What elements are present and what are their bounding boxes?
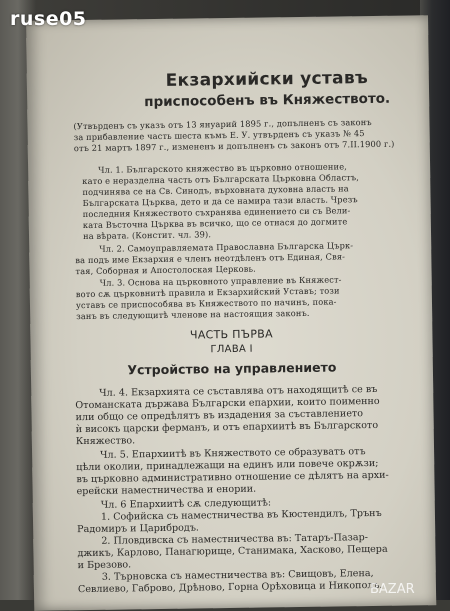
article-line: последния Княжеството съхранява единението си съ Вели- xyxy=(82,205,351,220)
article-line: Чл. 2. Самоуправляемата Православна Българска Църк- xyxy=(99,240,354,254)
article-line: ва подъ име Екзархия е членъ неотдѣленъ отъ Единая, Свя- xyxy=(75,251,346,266)
article-line: ѝ високъ царски ферманъ, и отъ епархиитѣ въ Българското xyxy=(75,419,379,436)
article-line: Чл. 1. Българското княжество въ църковно отношение, xyxy=(98,161,347,175)
article-line: Чл. 5. Епархиитѣ въ Княжеството се образуватъ отъ xyxy=(100,446,366,461)
article-line: на вѣрата. (Констит. чл. 39). xyxy=(82,229,212,242)
book-page xyxy=(26,15,436,611)
article-line: 3. Търновска съ наместничества въ: Свищовъ, Елена, xyxy=(101,568,374,583)
chapter-heading: ГЛАВА I xyxy=(210,343,253,356)
article-line: вото сѫ църковнитѣ правила и Екзархийский Уставъ; този xyxy=(75,285,340,300)
article-line: 2. Пловдивска съ наместничества въ: Татаръ-Пазар- xyxy=(101,532,369,547)
article-line: Радомиръ и Царибродъ. xyxy=(77,522,200,536)
article-line: занъ въ следующитѣ членове на настоящия законъ. xyxy=(76,307,310,322)
watermark-label: ruse05 xyxy=(10,8,87,30)
article-line: или общо се опредѣлятъ въ издадения за съставлението xyxy=(75,408,364,424)
article-line: Чл. 4. Екзархията се съставлява отъ находящитѣ се въ xyxy=(99,383,378,399)
document-title: Екзархийски уставъ xyxy=(165,68,369,91)
article-line: ерейски наместничества и енории. xyxy=(76,483,257,498)
article-line: цѣли околии, принадлежащи на единъ или повече окрѫзи; xyxy=(76,457,379,474)
article-line: тая, Соборная и Апостолоская Церковь. xyxy=(75,263,256,277)
article-line: Княжество. xyxy=(75,435,136,448)
article-line: подчинява се на Св. Синодъ, върховната духовна власть на xyxy=(82,183,349,198)
article-line: като е неразделна часть отъ Българската Църковна Областъ, xyxy=(82,172,360,187)
bazar-logo: BAZAR xyxy=(370,582,415,597)
article-line: Българската Църква, дето и да се намира тази власть. Чрезъ xyxy=(82,194,358,209)
article-line: Севлиево, Габрово, Дрѣново, Горна Орѣховица и Никополъ. xyxy=(77,579,383,596)
document-subtitle: приспособенъ въ Княжеството. xyxy=(144,90,391,111)
article-line: уставъ се приспособява въ Княжеството по начинъ, пока- xyxy=(75,296,337,311)
preamble-line: (Утвърденъ съ указъ отъ 13 януарий 1895 г., допълненъ съ законъ xyxy=(73,116,372,132)
article-line: въ църковно административно отношение се дѣлятъ на архи- xyxy=(76,469,389,486)
article-line: Отоманската държава Български епархии, които поименно xyxy=(75,395,380,412)
chapter-title: Устройство на управлението xyxy=(127,359,337,378)
preamble-line: отъ 21 мартъ 1897 г., измененъ и допълненъ съ законъ отъ 7.II.1900 г.) xyxy=(73,138,395,154)
article-line: Чл. 6 Епархиитѣ сѫ следующитѣ: xyxy=(100,497,272,511)
preamble-line: за прибавление часть шеста къмъ Е. У. утвърденъ съ указъ № 45 xyxy=(73,128,365,143)
article-line: ката Въсточна Църква въ всичко, що се отнася до догмите xyxy=(82,216,348,231)
article-line: Чл. 3. Основа на църковното управление въ Княжест- xyxy=(99,274,342,288)
article-line: джикъ, Карлово, Панагюрище, Станимака, Хасково, Пещера xyxy=(77,543,388,560)
part-heading: ЧАСТЬ ПЪРВА xyxy=(189,327,273,342)
article-line: и Брезово. xyxy=(77,559,132,572)
article-line: 1. Софийска съ наместничества въ Кюстендилъ, Трънъ xyxy=(100,507,382,523)
